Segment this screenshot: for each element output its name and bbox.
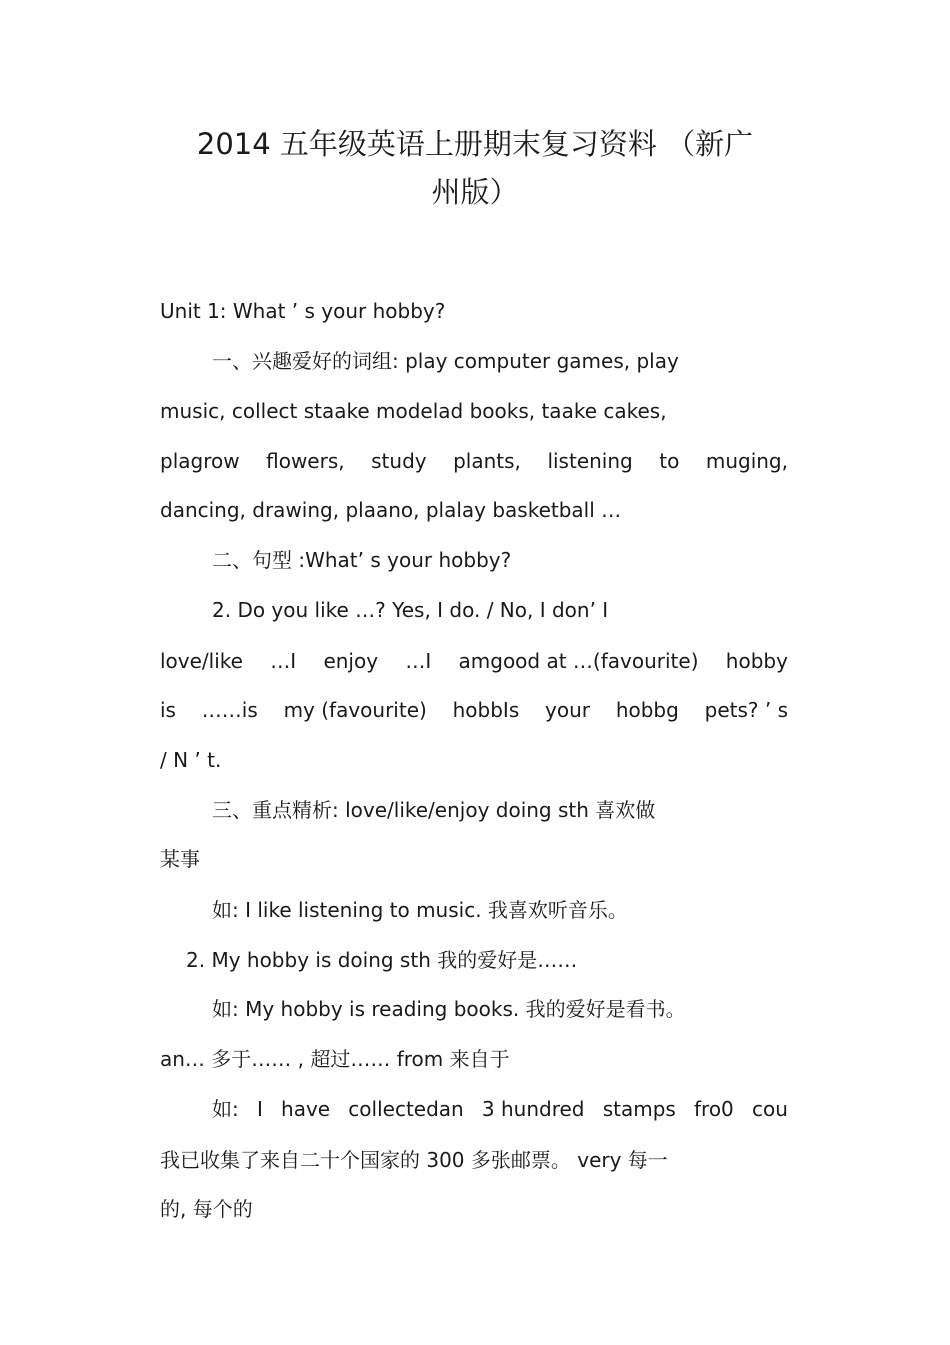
word: is (160, 698, 176, 722)
word: my (favourite) (283, 698, 427, 722)
example-line-justified (212, 1094, 788, 1124)
word: plagrow (160, 449, 240, 473)
section-3-heading: 三、重点精析: love/like/enjoy doing sth 喜欢做 (212, 798, 656, 822)
text-line-justified (160, 446, 788, 476)
word: pets? ’ s (704, 698, 788, 722)
document-title-line-2: 州版） (431, 175, 519, 209)
word: to (659, 449, 680, 473)
word: study (371, 449, 427, 473)
word: stamps (602, 1097, 676, 1121)
word: flowers, (266, 449, 345, 473)
word: hobby (725, 649, 788, 673)
example-line: 如: My hobby is reading books. 我的爱好是看书。 (212, 997, 686, 1021)
text-line: an… 多于…… , 超过…… from 来自于 (160, 1047, 510, 1071)
word: plants, (453, 449, 521, 473)
word: love/like (160, 649, 243, 673)
section-2-heading: 二、句型 :What’ s your hobby? (212, 548, 512, 572)
word: 如: (212, 1097, 239, 1121)
example-line: 如: I like listening to music. 我喜欢听音乐。 (212, 898, 628, 922)
word: 3 hundred (481, 1097, 585, 1121)
text-line-justified (160, 646, 788, 676)
section-1-heading: 一、兴趣爱好的词组: play computer games, play (212, 349, 679, 373)
text-line: 的, 每个的 (160, 1197, 253, 1221)
text-line: 2. Do you like …? Yes, I do. / No, I don’ I (212, 598, 609, 622)
word: enjoy (323, 649, 379, 673)
text-line: 某事 (160, 847, 200, 871)
word: fro0 (694, 1097, 734, 1121)
text-line-justified (160, 695, 788, 725)
word: I (256, 1097, 263, 1121)
text-line: / N ’ t. (160, 748, 222, 772)
word: …I (405, 649, 432, 673)
word: …I (270, 649, 297, 673)
document-title-line-1: 2014 五年级英语上册期末复习资料 （新广 (196, 127, 754, 161)
text-line: music, collect staake modelad books, taake cakes, (160, 399, 667, 423)
word: your (545, 698, 591, 722)
word: amgood at …(favourite) (458, 649, 699, 673)
word: collectedan (348, 1097, 464, 1121)
word: hobbg (615, 698, 679, 722)
text-line: dancing, drawing, plaano, plalay basketball … (160, 498, 622, 522)
unit-heading: Unit 1: What ’ s your hobby? (160, 299, 446, 323)
word: listening (547, 449, 633, 473)
word: cou (751, 1097, 788, 1121)
word: have (281, 1097, 331, 1121)
text-line: 我已收集了来自二十个国家的 300 多张邮票。 very 每一 (160, 1148, 668, 1172)
text-line: 2. My hobby is doing sth 我的爱好是…… (186, 948, 578, 972)
word: ……is (201, 698, 258, 722)
word: muging, (705, 449, 788, 473)
word: hobbIs (452, 698, 520, 722)
